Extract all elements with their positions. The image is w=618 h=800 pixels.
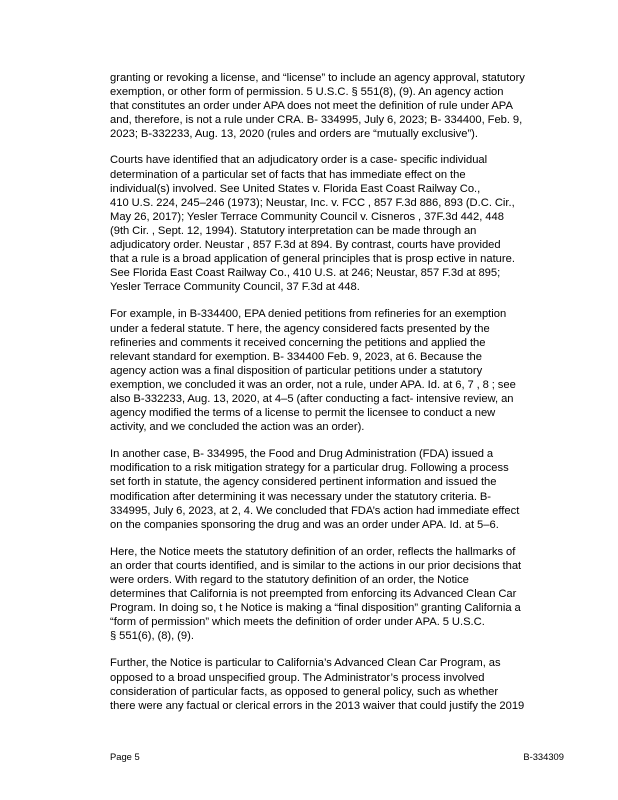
text-line: (9th Cir. , Sept. 12, 1994). Statutory interpretation can be made through an (110, 224, 477, 237)
text-line: consideration of particular facts, as opposed to general policy, such as whether (110, 685, 499, 698)
text-line: were orders. With regard to the statutory definition of an order, the Notice (110, 574, 469, 586)
paragraph-1 (110, 71, 562, 141)
text-line: refineries and comments it received concerning the petitions and applied the (110, 336, 486, 349)
text-line: under a federal statute. T here, the agency considered facts presented by the (110, 322, 490, 335)
text-line: modification to a risk mitigation strategy for a particular drug. Following a process (110, 462, 509, 475)
text-line: that constitutes an order under APA does not meet the definition of rule under APA (110, 100, 513, 113)
text-line: 2023; B-332233, Aug. 13, 2020 (rules and orders are “mutually exclusive”). (110, 128, 479, 141)
text-line: individual(s) involved. See United States v. Florida East Coast Railway Co., (110, 182, 481, 195)
text-line: on the companies sponsoring the drug and was an order under APA. Id. at 5–6. (110, 518, 499, 531)
document-body (110, 71, 562, 726)
text-line: activity, and we concluded the action was an order). (110, 421, 365, 434)
document-number: B-334309 (523, 751, 564, 762)
text-line: an order that courts identified, and is similar to the actions in our prior decisions that (110, 559, 522, 572)
text-line: modification after determining it was necessary under the statutory criteria. B- (110, 490, 492, 503)
text-line: set forth in statute, the agency considered pertinent information and issued the (110, 476, 497, 489)
text-line: § 551(6), (8), (9). (110, 630, 194, 643)
text-line: Yesler Terrace Community Council, 37 F.3d at 448. (110, 281, 360, 294)
text-line: For example, in B-334400, EPA denied petitions from refineries for an exemption (110, 308, 507, 321)
paragraph-3 (110, 307, 562, 434)
text-line: determination of a particular set of facts that has immediate effect on the (110, 168, 466, 181)
paragraph-2 (110, 153, 562, 294)
paragraph-4 (110, 447, 562, 532)
text-line: 334995, July 6, 2023, at 2, 4. We concluded that FDA’s action had immediate effect (110, 504, 520, 517)
text-line: that a rule is a broad application of general principles that is prosp ective in nature. (110, 253, 515, 266)
text-line: opposed to a broad unspecified group. The Administrator’s process involved (110, 671, 485, 684)
text-line: May 26, 2017); Yesler Terrace Community Council v. Cisneros , 37F.3d 442, 448 (110, 210, 504, 223)
text-line: 410 U.S. 224, 245–246 (1973); Neustar, Inc. v. FCC , 857 F.3d 886, 893 (D.C. Cir., (110, 196, 515, 209)
text-line: In another case, B- 334995, the Food and Drug Administration (FDA) issued a (110, 448, 494, 461)
text-line: Program. In doing so, t he Notice is making a “final disposition” granting California a (110, 602, 521, 615)
text-line: also B-332233, Aug. 13, 2020, at 4–5 (after conducting a fact- intensive review, an (110, 392, 514, 405)
text-line: and, therefore, is not a rule under CRA. B- 334995, July 6, 2023; B- 334400, Feb. 9, (110, 114, 523, 127)
paragraph-6 (110, 656, 562, 712)
text-line: Further, the Notice is particular to California’s Advanced Clean Car Program, as (110, 657, 501, 670)
text-line: Here, the Notice meets the statutory definition of an order, reflects the hallmarks of (110, 545, 516, 558)
text-line: Courts have identified that an adjudicatory order is a case- specific individual (110, 154, 488, 167)
page-number: Page 5 (110, 751, 140, 762)
text-line: granting or revoking a license, and “license” to include an agency approval, statutory (110, 72, 525, 84)
text-line: exemption, or other form of permission. 5 U.S.C. § 551(8), (9). An agency action (110, 86, 504, 99)
text-line: determines that California is not preempted from enforcing its Advanced Clean Car (110, 588, 517, 601)
text-line: there were any factual or clerical errors in the 2013 waiver that could justify the 2019 (110, 699, 525, 712)
page-footer (110, 751, 564, 765)
text-line: exemption, we concluded it was an order, not a rule, under APA. Id. at 6, 7 , 8 ; see (110, 378, 516, 391)
text-line: adjudicatory order. Neustar , 857 F.3d at 894. By contrast, courts have provided (110, 239, 501, 252)
text-line: See Florida East Coast Railway Co., 410 U.S. at 246; Neustar, 857 F.3d at 895; (110, 267, 501, 280)
paragraph-5 (110, 545, 562, 644)
text-line: agency action was a final disposition of particular petitions under a statutory (110, 364, 483, 377)
text-line: relevant standard for exemption. B- 334400 Feb. 9, 2023, at 6. Because the (110, 350, 482, 363)
text-line: agency modified the terms of a license to permit the licensee to conduct a new (110, 407, 496, 420)
text-line: “form of permission” which meets the definition of order under APA. 5 U.S.C. (110, 616, 485, 629)
